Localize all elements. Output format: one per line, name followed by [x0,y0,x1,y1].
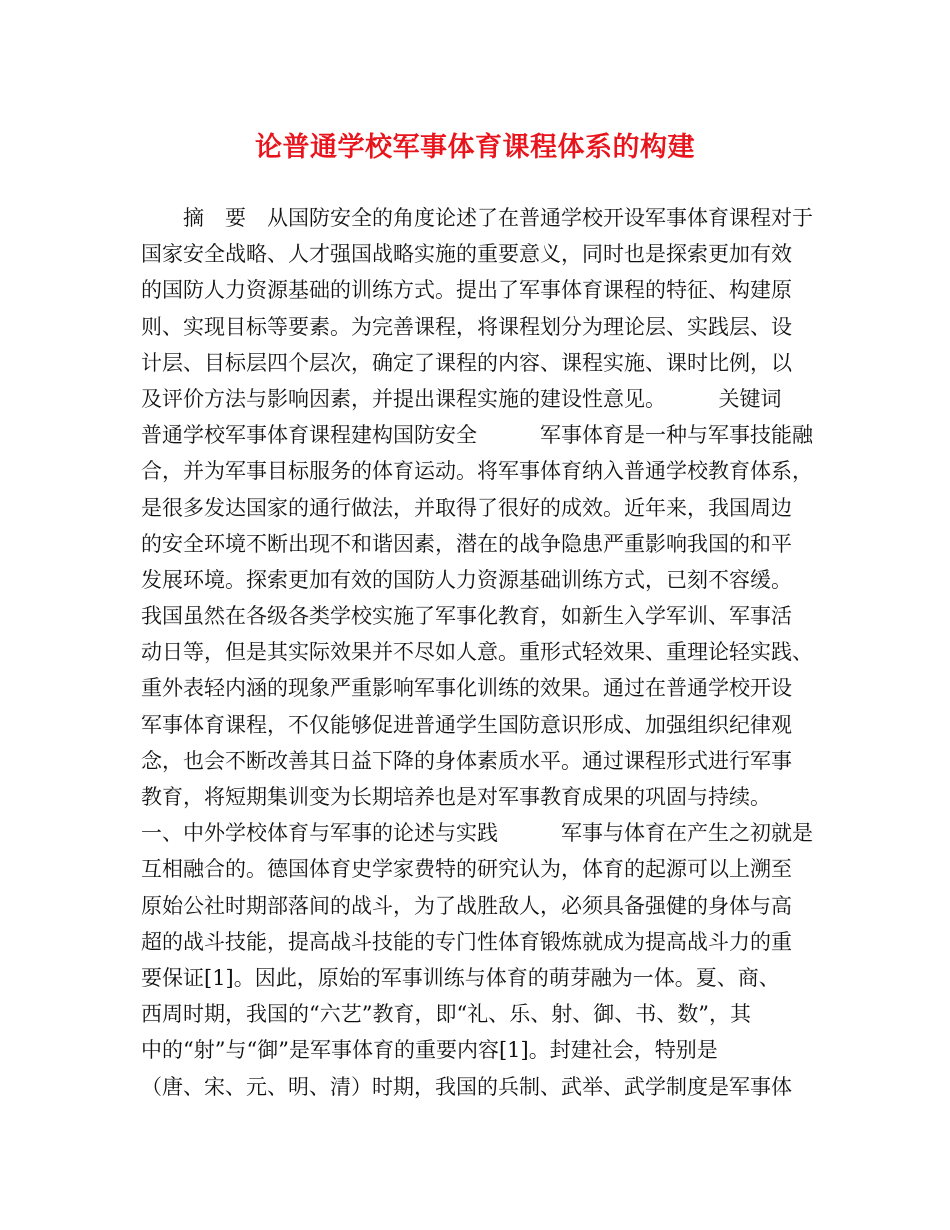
document-body [141,200,821,1105]
text-line: 计层、目标层四个层次，确定了课程的内容、课程实施、课时比例，以 [141,350,792,375]
text-line: 中的“射”与“御”是军事体育的重要内容[1]。封建社会，特别是 [141,1038,718,1063]
text-line: 互相融合的。德国体育史学家费特的研究认为，体育的起源可以上溯至 [141,857,792,882]
text-line: 原始公社时期部落间的战斗，为了战胜敌人，必须具备强健的身体与高 [141,893,792,918]
text-line: 摘 要 从国防安全的角度论述了在普通学校开设军事体育课程对于 [141,206,813,230]
text-line: 要保证[1]。因此，原始的军事训练与体育的萌芽融为一体。夏、商、 [141,965,780,990]
text-line: 则、实现目标等要素。为完善课程，将课程划分为理论层、实践层、设 [141,314,792,339]
text-line: 我国虽然在各级各类学校实施了军事化教育，如新生入学军训、军事活 [141,604,792,629]
text-line: 合，并为军事目标服务的体育运动。将军事体育纳入普通学校教育体系， [141,459,813,484]
text-line: 西周时期，我国的“六艺”教育，即“礼、乐、射、御、书、数”，其 [141,1002,751,1027]
document-title: 论普通学校军事体育课程体系的构建 [255,132,695,163]
text-line: 超的战斗技能，提高战斗技能的专门性体育锻炼就成为提高战斗力的重 [141,929,792,954]
text-line: 重外表轻内涵的现象严重影响军事化训练的效果。通过在普通学校开设 [141,676,792,701]
text-line: 一、中外学校体育与军事的论述与实践 军事与体育在产生之初就是 [141,821,813,846]
text-line: 及评价方法与影响因素，并提出课程实施的建设性意见。 关键词 [141,386,782,411]
text-line: 教育，将短期集训变为长期培养也是对军事教育成果的巩固与持续。 [141,785,771,809]
text-line: 的安全环境不断出现不和谐因素，潜在的战争隐患严重影响我国的和平 [141,531,792,556]
text-line: 普通学校军事体育课程建构国防安全 军事体育是一种与军事技能融 [141,423,813,448]
text-line: 是很多发达国家的通行做法，并取得了很好的成效。近年来，我国周边 [141,495,792,520]
text-line: 动日等，但是其实际效果并不尽如人意。重形式轻效果、重理论轻实践、 [141,640,813,665]
text-line: （唐、宋、元、明、清）时期，我国的兵制、武举、武学制度是军事体 [141,1074,792,1099]
text-line: 念，也会不断改善其日益下降的身体素质水平。通过课程形式进行军事 [141,748,792,773]
text-line: 军事体育课程，不仅能够促进普通学生国防意识形成、加强组织纪律观 [141,712,792,737]
text-line: 的国防人力资源基础的训练方式。提出了军事体育课程的特征、构建原 [141,278,792,303]
text-line: 发展环境。探索更加有效的国防人力资源基础训练方式，已刻不容缓。 [141,567,792,592]
text-line: 国家安全战略、人才强国战略实施的重要意义，同时也是探索更加有效 [141,242,792,267]
